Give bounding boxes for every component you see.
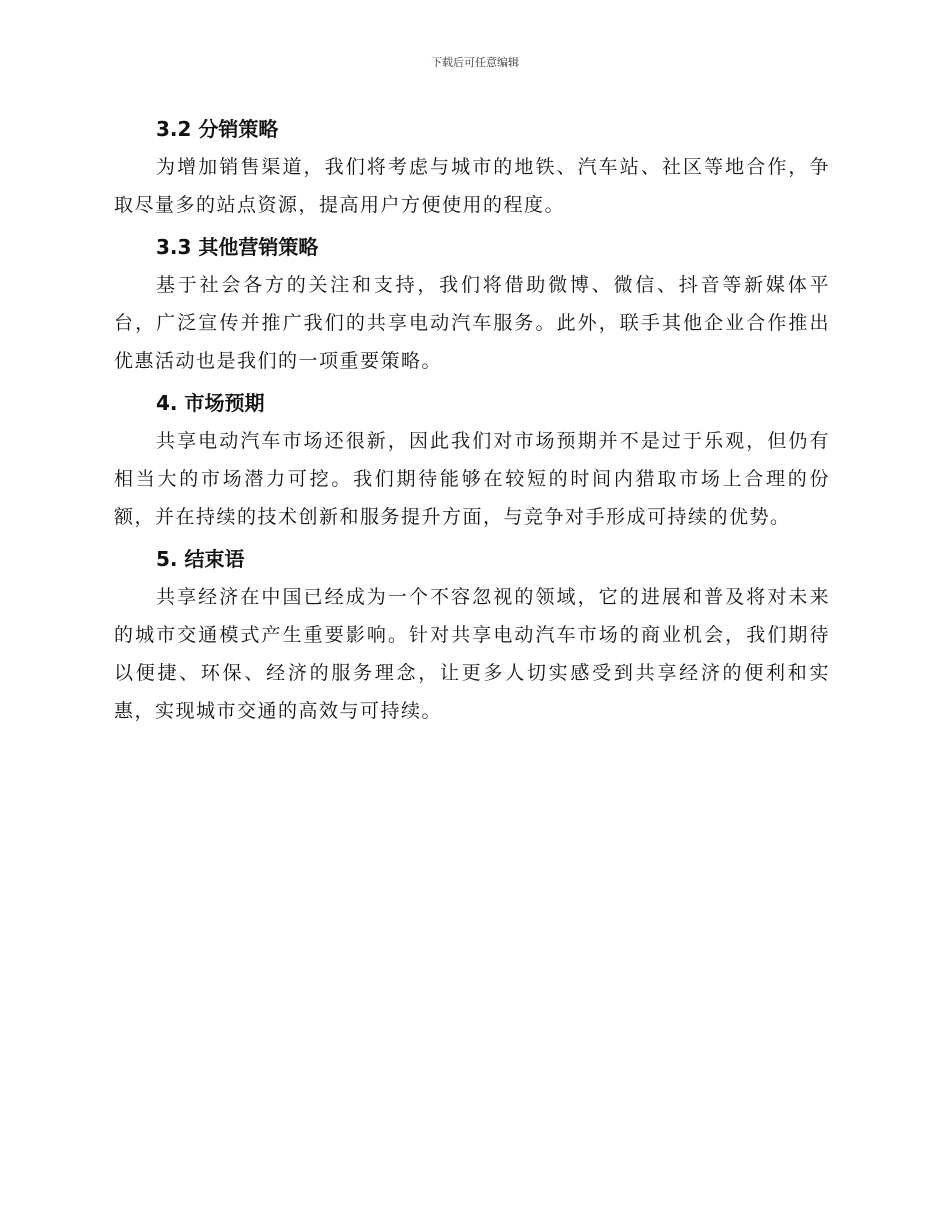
section-paragraph: 为增加销售渠道，我们将考虑与城市的地铁、汽车站、社区等地合作，争取尽量多的站点资源，提高用户方便使用的程度。 (114, 156, 830, 216)
section-market-expectation (114, 386, 830, 536)
section-other-marketing-strategy (114, 230, 830, 380)
section-heading: 5. 结束语 (156, 547, 245, 571)
section-heading: 3.3 其他营销策略 (156, 235, 319, 259)
section-paragraph: 共享电动汽车市场还很新，因此我们对市场预期并不是过于乐观，但仍有相当大的市场潜力可挖。我们期待能够在较短的时间内猎取市场上合理的份额，并在持续的技术创新和服务提升方面，与竞争对手形成可持续的优势。 (114, 430, 830, 528)
document-body (114, 112, 830, 736)
section-conclusion (114, 542, 830, 730)
section-paragraph: 基于社会各方的关注和支持，我们将借助微博、微信、抖音等新媒体平台，广泛宣传并推广我们的共享电动汽车服务。此外，联手其他企业合作推出优惠活动也是我们的一项重要策略。 (114, 274, 830, 372)
section-distribution-strategy (114, 112, 830, 224)
section-paragraph: 共享经济在中国已经成为一个不容忽视的领域，它的进展和普及将对未来的城市交通模式产生重要影响。针对共享电动汽车市场的商业机会，我们期待以便捷、环保、经济的服务理念，让更多人切实感受到共享经济的便利和实惠，实现城市交通的高效与可持续。 (114, 586, 830, 722)
page-header: 下载后可任意编辑 (431, 56, 519, 69)
section-heading: 4. 市场预期 (156, 391, 265, 415)
section-heading: 3.2 分销策略 (156, 117, 279, 141)
